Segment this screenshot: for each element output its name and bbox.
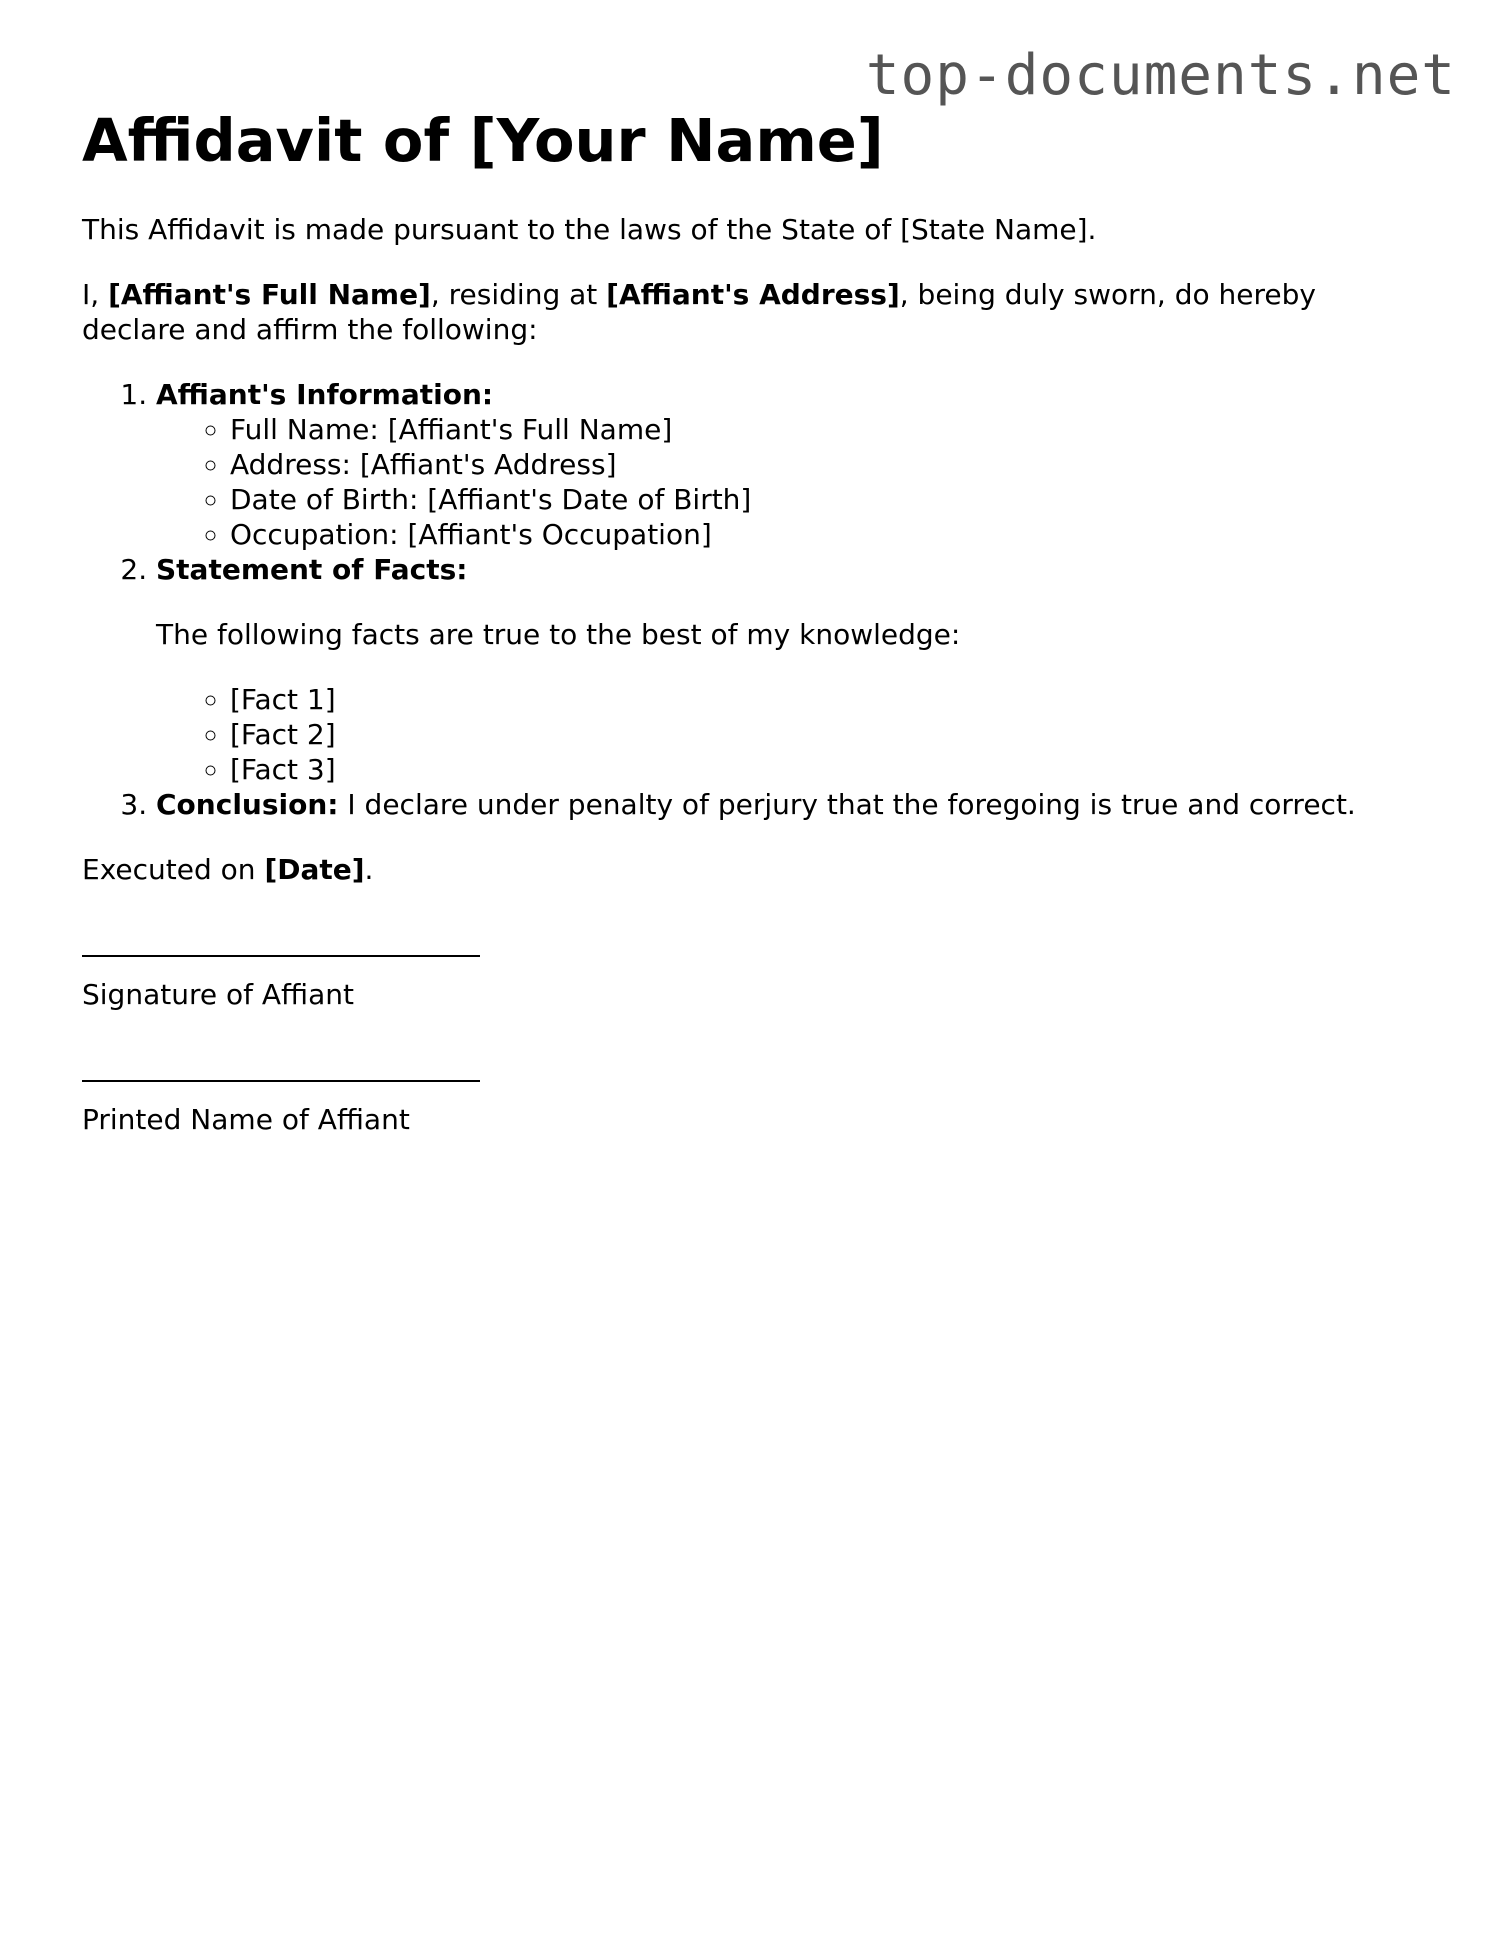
date-placeholder: [Date] bbox=[264, 853, 365, 886]
section-info bbox=[156, 377, 1422, 552]
executed-text: . bbox=[364, 853, 374, 886]
section-heading: Conclusion: bbox=[156, 788, 339, 821]
list-item: ◦ Date of Birth: [Affiant's Date of Birth] bbox=[230, 482, 1422, 517]
executed-line bbox=[82, 852, 1422, 887]
page-title: Affidavit of [Your Name] bbox=[82, 106, 884, 175]
executed-text: Executed on bbox=[82, 853, 265, 886]
declaration-text: I, bbox=[82, 278, 109, 311]
signature-label: Signature of Affiant bbox=[82, 978, 354, 1011]
section-heading: Statement of Facts: bbox=[156, 553, 468, 586]
section-heading: Affiant's Information: bbox=[156, 378, 494, 411]
printed-name-label: Printed Name of Affiant bbox=[82, 1103, 410, 1136]
affiant-address-placeholder: [Affiant's Address] bbox=[606, 278, 900, 311]
watermark: top-documents.net bbox=[865, 43, 1456, 108]
info-list bbox=[156, 412, 1422, 552]
declaration-text: , being duly sworn, do hereby declare and affirm the following: bbox=[82, 278, 1316, 346]
list-item: ◦ Occupation: [Affiant's Occupation] bbox=[230, 517, 1422, 552]
sections-list bbox=[82, 377, 1422, 822]
printed-name-line bbox=[82, 1080, 480, 1082]
document-body bbox=[82, 212, 1422, 1167]
list-item: ◦ [Fact 2] bbox=[230, 717, 1422, 752]
facts-list bbox=[156, 682, 1422, 787]
list-item: ◦ [Fact 1] bbox=[230, 682, 1422, 717]
list-item: ◦ Address: [Affiant's Address] bbox=[230, 447, 1422, 482]
list-item: ◦ [Fact 3] bbox=[230, 752, 1422, 787]
signature-line bbox=[82, 955, 480, 957]
facts-intro: The following facts are true to the best of my knowledge: bbox=[156, 618, 961, 651]
affiant-name-placeholder: [Affiant's Full Name] bbox=[108, 278, 431, 311]
declaration-text: , residing at bbox=[430, 278, 607, 311]
intro-paragraph: This Affidavit is made pursuant to the laws of the State of [State Name]. bbox=[82, 213, 1097, 246]
conclusion-text: I declare under penalty of perjury that the foregoing is true and correct. bbox=[338, 788, 1356, 821]
section-conclusion bbox=[156, 787, 1422, 822]
signature-block bbox=[82, 917, 1422, 1137]
list-item: ◦ Full Name: [Affiant's Full Name] bbox=[230, 412, 1422, 447]
section-facts bbox=[156, 552, 1422, 787]
declaration-paragraph bbox=[82, 277, 1422, 347]
